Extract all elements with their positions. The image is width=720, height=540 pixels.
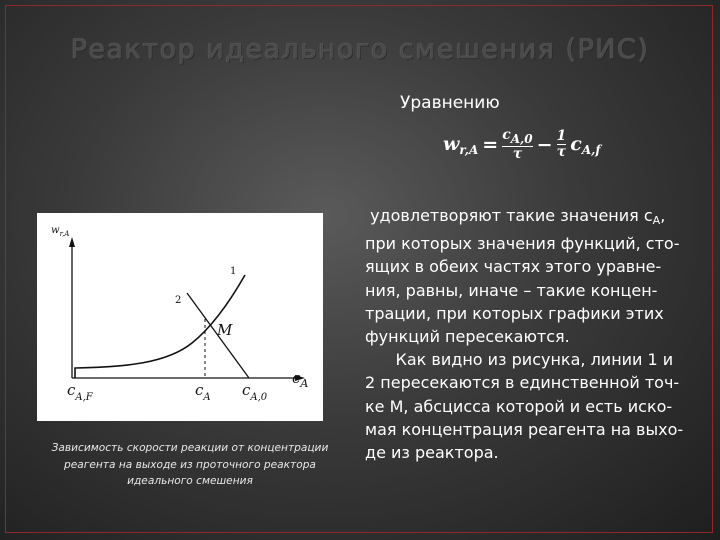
body-line: ке M, абсцисса которой и есть иско-	[365, 396, 673, 416]
x-tick-label-right: $c_{A,0}$	[242, 381, 268, 403]
y-axis-label: $w_{r,A}$	[51, 225, 70, 238]
equation	[443, 128, 601, 161]
equation-lhs: $w_{r,A}$	[443, 132, 479, 157]
rate-concentration-figure	[37, 213, 323, 421]
equation-fraction-1: $\frac{cA,0}{\tau}$	[502, 127, 533, 162]
equation-minus: −	[536, 133, 553, 156]
caption-line: реагента на выходе из проточного реактора	[64, 458, 316, 471]
figure-svg	[37, 213, 323, 421]
equation-label: Уравнению	[400, 93, 500, 113]
body-line: ящих в обеих частях этого уравне-	[365, 257, 662, 277]
body-line: Как видно из рисунка, линии 1 и	[365, 350, 674, 370]
body-line: функций пересекаются.	[365, 327, 570, 347]
body-line: ния, равны, иначе – такие концен-	[365, 280, 658, 300]
slide-title: Реактор идеального смешения (РИС)	[70, 34, 650, 65]
caption-line: Зависимость скорости реакции от концентрации	[51, 442, 329, 454]
body-line: удовлетворяют такие значения $c_A$,	[365, 206, 666, 227]
body-line: 2 пересекаются в единственной точ-	[365, 373, 680, 393]
body-line: мая концентрация реагента на выхо-	[365, 419, 684, 439]
curve-2-label: 2	[175, 295, 182, 306]
x-tick-label-left: $c_{A,F}$	[67, 381, 93, 403]
y-axis-arrow-icon	[69, 237, 75, 247]
body-line: трации, при которых графики этих	[365, 303, 664, 323]
caption-line: идеального смешения	[127, 475, 253, 487]
body-line: де из реактора.	[365, 443, 499, 463]
equation-fraction-2: $\frac{1}{\tau}$	[556, 128, 567, 161]
x-tick-label-mid: $c_A$	[195, 381, 211, 403]
intersection-label: M	[217, 321, 233, 339]
figure-caption	[30, 440, 350, 490]
equation-rhs: $c_{A,f}$	[570, 132, 601, 157]
body-text	[365, 204, 685, 464]
equation-equals: =	[482, 133, 499, 156]
x-axis-label: $c_A$	[292, 369, 309, 390]
curve-1-label: 1	[230, 266, 237, 277]
body-line: при которых значения функций, сто-	[365, 234, 680, 254]
